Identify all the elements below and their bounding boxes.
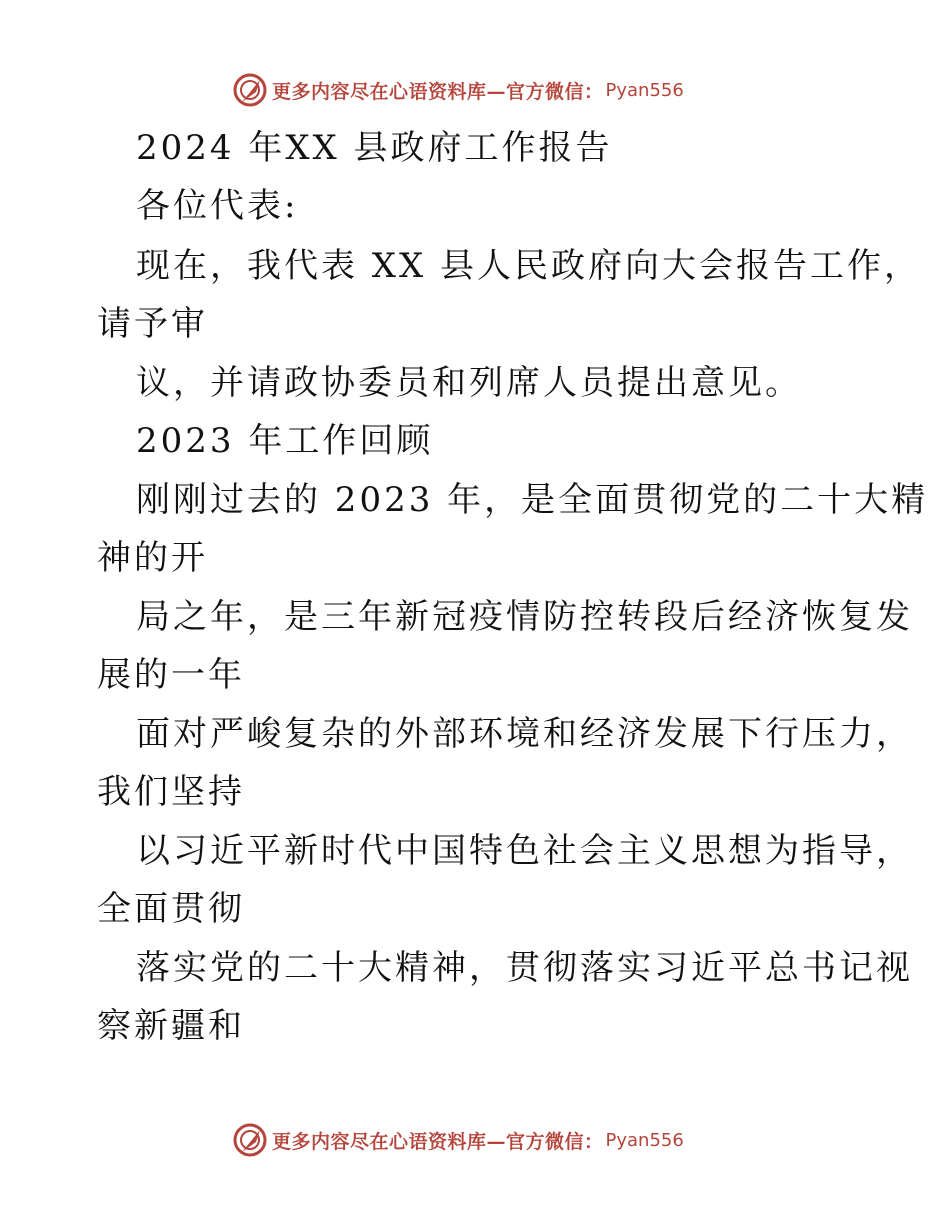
paragraph-line: 刚刚过去的 2023 年，是全面贯彻党的二十大精 (136, 480, 929, 520)
paragraph-line: 局之年，是三年新冠疫情防控转段后经济恢复发 (136, 597, 913, 637)
quill-logo-icon (232, 1122, 268, 1158)
watermark-text: 更多内容尽在心语资料库—官方微信： (272, 80, 604, 103)
paragraph-line: 现在，我代表 XX 县人民政府向大会报告工作， (136, 246, 922, 286)
paragraph-line: 请予审 (97, 304, 208, 344)
paragraph-line: 落实党的二十大精神，贯彻落实习近平总书记视 (136, 948, 913, 988)
watermark-banner-top (232, 70, 712, 110)
watermark-wechat-id: Pyan556 (605, 79, 684, 101)
paragraph-line: 面对严峻复杂的外部环境和经济发展下行压力， (136, 714, 913, 754)
quill-logo-icon (232, 72, 268, 108)
paragraph-line: 以习近平新时代中国特色社会主义思想为指导， (136, 831, 913, 871)
paragraph-line: 神的开 (97, 538, 208, 578)
paragraph-line: 我们坚持 (97, 772, 245, 812)
salutation: 各位代表: (136, 186, 299, 226)
section-heading: 2023 年工作回顾 (136, 421, 434, 461)
paragraph-line: 议，并请政协委员和列席人员提出意见。 (136, 363, 802, 403)
paragraph-line: 察新疆和 (97, 1006, 245, 1046)
report-title: 2024 年XX 县政府工作报告 (136, 128, 613, 168)
paragraph-line: 全面贯彻 (97, 889, 245, 929)
paragraph-line: 展的一年 (97, 655, 245, 695)
watermark-banner-bottom (232, 1120, 712, 1160)
watermark-text: 更多内容尽在心语资料库—官方微信： (272, 1130, 604, 1153)
watermark-wechat-id: Pyan556 (605, 1129, 684, 1151)
